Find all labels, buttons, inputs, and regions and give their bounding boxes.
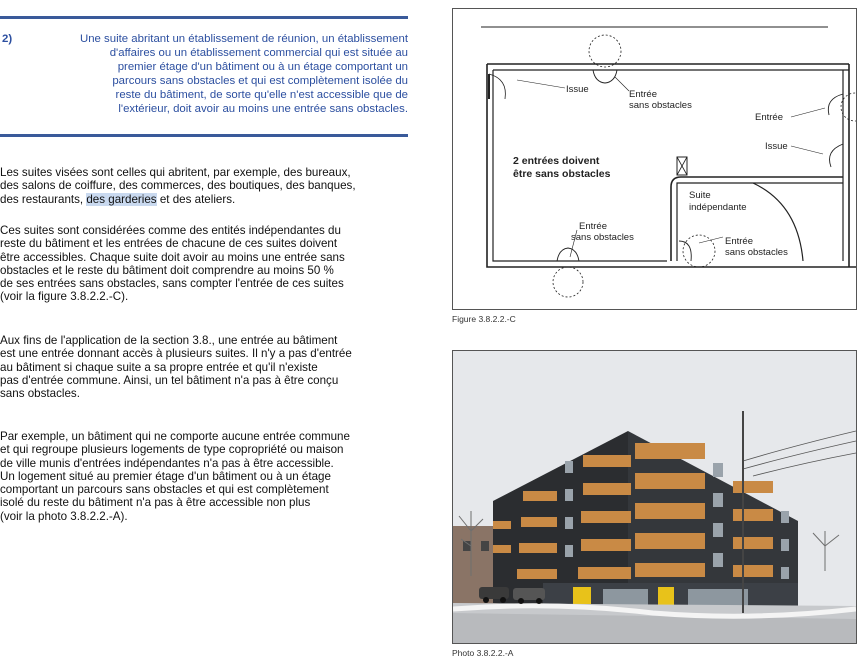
door-swing [489, 74, 505, 99]
highlighted-text: des garderies [86, 192, 157, 206]
paragraph-3 [0, 334, 410, 400]
paragraph-line: obstacles et le reste du bâtiment doit comprendre au moins 50 % [0, 263, 334, 277]
paragraph-line: Par exemple, un bâtiment qui ne comporte aucune entrée commune [0, 430, 350, 443]
label-entree-bottom: Entrée [579, 221, 607, 232]
label-suite: Suite [689, 190, 711, 201]
paragraph-line: (voir la photo 3.8.2.2.-A). [0, 509, 128, 523]
text-run: et des ateliers. [156, 192, 236, 206]
label-entree-suite: Entrée [725, 236, 753, 247]
paragraph-line: Les suites visées sont celles qui abritent, par exemple, des bureaux, [0, 166, 351, 179]
paragraph-line: et qui regroupe plusieurs logements de type copropriété ou maison [0, 443, 344, 457]
callout-line: Une suite abritant un établissement de réunion, un établissement [80, 33, 408, 45]
label-main-1: 2 entrées doivent [513, 155, 600, 167]
door-swing [557, 248, 579, 261]
text-run: des restaurants, [0, 192, 87, 206]
building-photo [452, 350, 857, 644]
paragraph-line: de ville munis d'entrées indépendantes n'a pas à être accessible. [0, 456, 334, 470]
floor-plan-figure [452, 8, 857, 310]
label-entree-right: Entrée [755, 112, 783, 123]
callout-line: reste du bâtiment, de sorte qu'elle n'est accessible que de [115, 89, 408, 101]
paragraph-line: Ces suites sont considérées comme des entités indépendantes du [0, 224, 341, 237]
label-sans-obstacles-bottom: sans obstacles [571, 232, 634, 243]
door-swing [593, 70, 617, 83]
paragraph-line: Un logement situé au premier étage d'un bâtiment ou à un étage [0, 469, 331, 483]
label-sans-obstacles-suite: sans obstacles [725, 247, 788, 258]
paragraph-line: comportant un parcours sans obstacles et qui est complètement [0, 483, 329, 497]
floor-plan-drawing [453, 9, 856, 309]
paragraph-line: au bâtiment si chaque suite a sa propre entrée et qu'il n'existe [0, 360, 318, 374]
label-sans-obstacles: sans obstacles [629, 100, 692, 111]
callout-line: l'extérieur, doit avoir au moins une entrée sans obstacles. [118, 103, 408, 115]
label-entree: Entrée [629, 89, 657, 100]
paragraph-line: (voir la figure 3.8.2.2.-C). [0, 290, 129, 304]
paragraph-4 [0, 430, 410, 523]
photo-caption: Photo 3.8.2.2.-A [452, 648, 514, 658]
label-issue: Issue [566, 84, 589, 95]
callout-text [22, 32, 408, 116]
paragraph-line: est une entrée donnant accès à plusieurs suites. Il n'y a pas d'entrée [0, 347, 352, 361]
callout-number: 2) [2, 33, 13, 45]
door-swing [830, 144, 844, 167]
door-swing [679, 241, 691, 261]
door-clearance [553, 267, 583, 297]
door-swing [828, 94, 843, 115]
label-main-2: être sans obstacles [513, 168, 611, 180]
callout-line: premier étage d'un bâtiment ou à un étage comportant un [117, 61, 408, 73]
paragraph-2 [0, 224, 410, 304]
paragraph-line: isolé du reste du bâtiment n'a pas à être accessible non plus [0, 496, 311, 510]
paragraph-1 [0, 166, 410, 206]
callout-line: parcours sans obstacles et qui est complètement isolée du [112, 75, 408, 87]
building-illustration [453, 351, 856, 643]
callout-bottom-rule [0, 134, 408, 137]
paragraph-line: sans obstacles. [0, 387, 80, 401]
door-clearance [683, 235, 715, 267]
label-issue-right: Issue [765, 141, 788, 152]
callout-top-rule [0, 16, 408, 19]
paragraph-line: pas d'entrée commune. Ainsi, un tel bâtiment n'a pas à être conçu [0, 373, 339, 387]
paragraph-line: des salons de coiffure, des commerces, des boutiques, des banques, [0, 179, 356, 193]
paragraph-line: reste du bâtiment et les entrées de chacune de ces suites doivent [0, 237, 338, 251]
door-clearance [589, 35, 621, 67]
paragraph-line [0, 193, 410, 206]
paragraph-line: Aux fins de l'application de la section 3.8., une entrée au bâtiment [0, 334, 338, 347]
callout-line: d'affaires ou un établissement commercial qui est située au [109, 47, 408, 59]
label-independante: indépendante [689, 202, 747, 213]
figure-caption: Figure 3.8.2.2.-C [452, 314, 516, 324]
paragraph-line: de ses entrées sans obstacles, sans compter l'entrée de ces suites [0, 277, 344, 291]
paragraph-line: être accessibles. Chaque suite doit avoir au moins une entrée sans [0, 250, 345, 264]
